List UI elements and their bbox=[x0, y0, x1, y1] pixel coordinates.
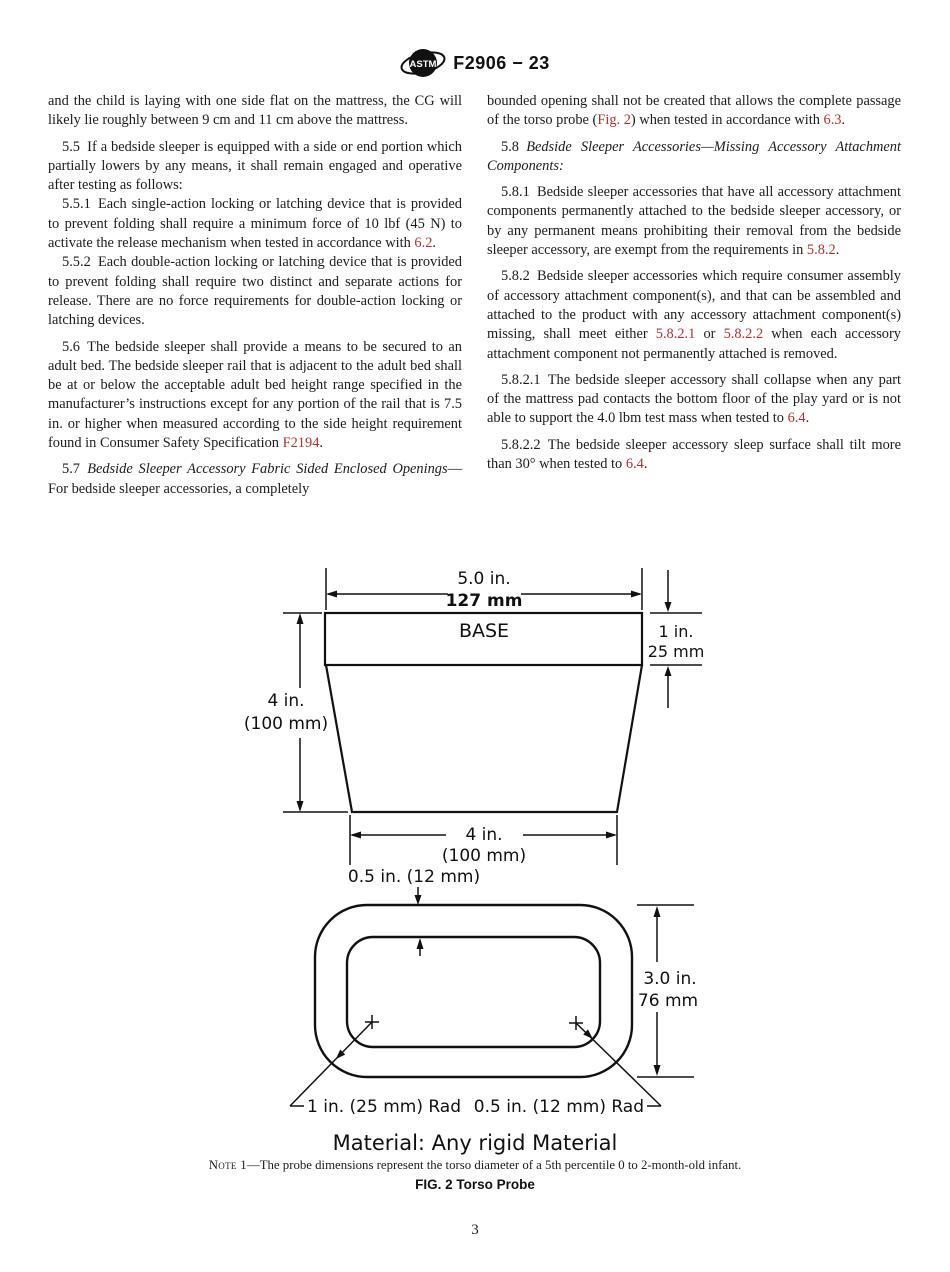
page-header bbox=[0, 44, 950, 82]
para-5.8.2 bbox=[487, 267, 901, 363]
outer-radius-label: 1 in. (25 mm) Rad bbox=[307, 1097, 461, 1117]
arrowhead bbox=[654, 1065, 661, 1076]
dim-label-height-in: 3.0 in. bbox=[643, 969, 697, 989]
arrowhead bbox=[415, 895, 422, 905]
dim-label-height-mm: 76 mm bbox=[637, 991, 699, 1011]
arrowhead bbox=[606, 832, 617, 839]
text-run: 5.5.1 Each single-action locking or latching device that is provided to prevent folding shall require a minimum force of 10 lbf (45 N) to activate the release mechanism when tested in accordance with bbox=[48, 196, 462, 252]
text-run: 5.8.2.1 The bedside sleeper accessory shall collapse when any part of the mattress pad contacts the bottom floor of the play yard or is not able to support the 4.0 lbm test mass when tested to bbox=[487, 371, 901, 427]
xref-link[interactable]: 6.2 bbox=[414, 235, 433, 252]
para-5.7-continuation bbox=[487, 92, 901, 131]
xref-link[interactable]: F2194 bbox=[282, 435, 320, 452]
probe-inner-outline bbox=[347, 937, 600, 1047]
astm-logo-icon bbox=[400, 44, 446, 82]
para-5.8.2.2 bbox=[487, 436, 901, 475]
probe-outer-outline bbox=[315, 905, 632, 1077]
arrowhead bbox=[631, 591, 642, 598]
para-5.5.1 bbox=[48, 195, 462, 253]
text-run: Bedside Sleeper Accessory Fabric Sided Enclosed Openings bbox=[87, 461, 448, 478]
xref-link[interactable]: 6.4 bbox=[625, 456, 644, 473]
text-run: . bbox=[841, 112, 846, 129]
text-run: and the child is laying with one side flat on the mattress, the CG will likely lie roughly between 9 cm and 11 cm above the mattress. bbox=[48, 93, 462, 129]
xref-link[interactable]: Fig. 2 bbox=[597, 112, 631, 129]
text-run: 5.8.2.2 The bedside sleeper accessory sleep surface shall tilt more than 30° when tested to bbox=[487, 436, 901, 473]
text-run: 5.8.1 Bedside sleeper accessories that have all accessory attachment components permanently attached to the bedside sleeper accessory, or by any permanent means prohibiting their removal from the bedside sleeper accessory, are exempt from the requirements in bbox=[487, 184, 901, 259]
wall-thickness-label: 0.5 in. (12 mm) bbox=[347, 867, 481, 887]
para-5.7 bbox=[48, 460, 462, 499]
arrowhead bbox=[665, 666, 672, 676]
xref-link[interactable]: 6.3 bbox=[823, 112, 842, 129]
text-run: . bbox=[805, 410, 810, 427]
text-run: 5.7 bbox=[62, 461, 88, 478]
text-run: when each accessory attachment component not permanently attached is removed. bbox=[487, 326, 901, 362]
page-number: 3 bbox=[471, 1222, 479, 1238]
dim-label-bottom-in: 4 in. bbox=[465, 825, 503, 845]
dim-label-left-in: 4 in. bbox=[267, 691, 305, 711]
dim-label-bottom-mm: (100 mm) bbox=[441, 846, 527, 866]
torso-probe-figure bbox=[218, 560, 738, 1160]
xref-link[interactable]: 5.8.2.1 bbox=[655, 326, 696, 343]
text-run: 5.8 bbox=[501, 138, 527, 155]
text-run: . bbox=[835, 242, 840, 259]
figure-caption: FIG. 2 Torso Probe bbox=[415, 1177, 535, 1192]
base-label: BASE bbox=[458, 620, 510, 642]
probe-body-outline bbox=[326, 665, 642, 812]
text-run: 5.6 The bedside sleeper shall provide a means to be secured to an adult bed. The bedside sleeper rail that is adjacent to the adult bed shall be at or below the acceptable adult bed height range specified in the manufacturer’s instructions except for any portion of the rail that is 7.5 in. or higher when measured according to the side height requirement found in Consumer Safety Specification bbox=[48, 338, 462, 452]
dim-label-top-mm: 127 mm bbox=[445, 591, 523, 611]
para-5.5.2 bbox=[48, 253, 462, 330]
text-column-left bbox=[48, 92, 462, 499]
note-label: Note 1 bbox=[208, 1158, 247, 1172]
text-run: 5.8.2 Bedside sleeper accessories which require consumer assembly of accessory attachment component(s), and that can be assembled and attached to the product with any accessory attachment component(s) missing, shall meet either bbox=[487, 268, 901, 343]
para-5.8.2.1 bbox=[487, 371, 901, 429]
para-5.6 bbox=[48, 338, 462, 454]
para-5.4-continuation bbox=[48, 92, 462, 131]
figure-note bbox=[0, 1158, 950, 1173]
standard-designation: F2906 − 23 bbox=[453, 52, 550, 73]
text-run: 5.5 If a bedside sleeper is equipped with a side or end portion which partially lowers by any means, it shall remain engaged and operative after testing as follows: bbox=[48, 138, 462, 194]
svg-text:ASTM: ASTM bbox=[409, 59, 437, 70]
xref-link[interactable]: 5.8.2.2 bbox=[723, 326, 764, 343]
xref-link[interactable]: 6.4 bbox=[787, 410, 806, 427]
arrowhead bbox=[297, 613, 304, 624]
material-label: Material: Any rigid Material bbox=[332, 1131, 618, 1155]
text-run: ) when tested in accordance with bbox=[630, 112, 824, 129]
dim-label-right-in: 1 in. bbox=[658, 622, 694, 641]
arrowhead bbox=[665, 602, 672, 612]
arrowhead bbox=[297, 801, 304, 812]
xref-link[interactable]: 5.8.2 bbox=[806, 242, 836, 259]
text-run: bounded opening shall not be created that allows the complete passage of the torso probe ( bbox=[487, 93, 901, 129]
text-run: . bbox=[643, 456, 648, 473]
leader-line bbox=[290, 1022, 372, 1106]
arrowhead bbox=[654, 906, 661, 917]
text-run: Bedside Sleeper Accessories—Missing Accessory Attachment Components: bbox=[487, 138, 901, 174]
text-run: . bbox=[319, 435, 324, 452]
para-5.5 bbox=[48, 138, 462, 196]
para-5.8.1 bbox=[487, 183, 901, 260]
para-5.8 bbox=[487, 138, 901, 177]
dim-label-right-mm: 25 mm bbox=[647, 642, 705, 661]
note-text: —The probe dimensions represent the torso diameter of a 5th percentile 0 to 2-month-old infant. bbox=[246, 1158, 742, 1172]
text-column-right bbox=[487, 92, 901, 474]
text-run: 5.5.2 Each double-action locking or latching device that is provided to prevent folding shall require two distinct and separate actions for release. There are no force requirements for double-action locking or latching devices. bbox=[48, 254, 462, 329]
arrowhead bbox=[350, 832, 361, 839]
text-run: —For bedside sleeper accessories, a completely bbox=[48, 461, 462, 497]
text-run: . bbox=[432, 235, 437, 252]
arrowhead bbox=[417, 938, 424, 949]
dim-label-left-mm: (100 mm) bbox=[243, 714, 329, 734]
dim-label-top-in: 5.0 in. bbox=[457, 569, 511, 589]
inner-radius-label: 0.5 in. (12 mm) Rad bbox=[473, 1097, 644, 1117]
text-run: or bbox=[695, 326, 724, 343]
arrowhead bbox=[326, 591, 337, 598]
